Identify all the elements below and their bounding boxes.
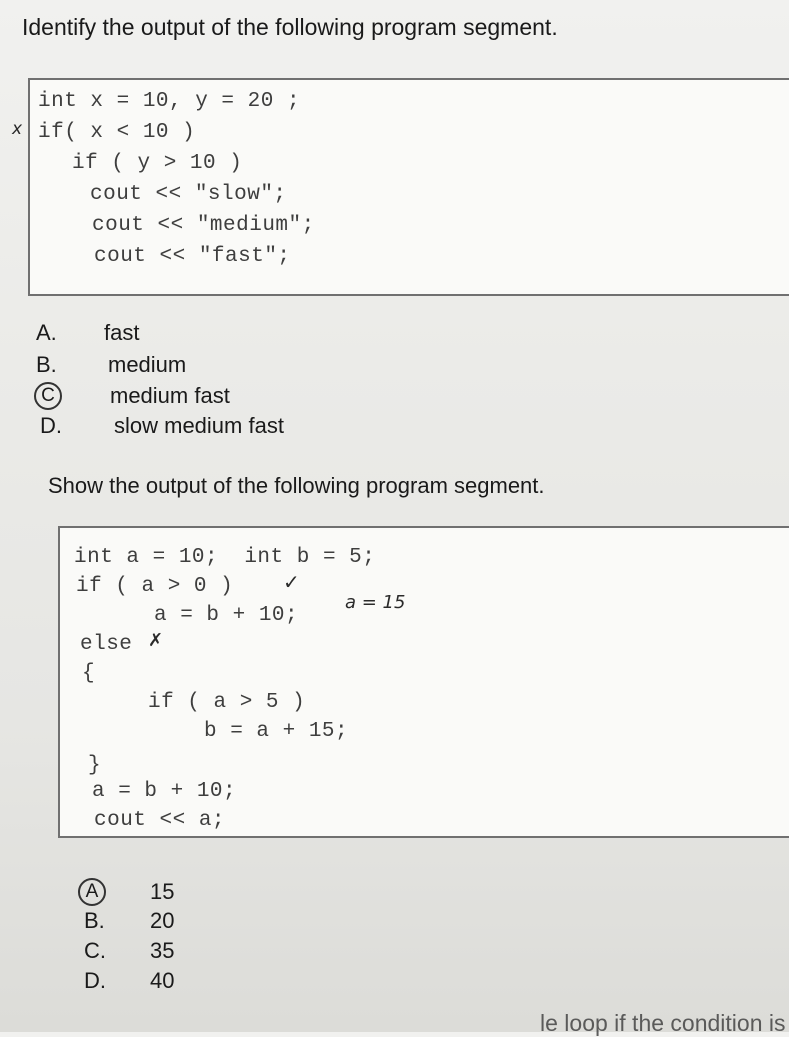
- option-a-selected[interactable]: [82, 878, 175, 906]
- option-d[interactable]: [40, 413, 284, 439]
- option-text: slow medium fast: [114, 413, 284, 438]
- code-line: a = b + 10;: [92, 780, 237, 803]
- option-letter: D.: [40, 413, 62, 438]
- code-line: if ( a > 0 ): [76, 575, 234, 598]
- code-line: cout << a;: [94, 809, 226, 832]
- option-letter: D.: [84, 968, 106, 993]
- option-text: 20: [150, 908, 175, 933]
- cut-off-next-question: le loop if the condition is: [540, 1010, 786, 1036]
- option-text: medium: [108, 352, 187, 377]
- handwritten-check-mark: ✓: [283, 570, 300, 594]
- code-line: if ( y > 10 ): [72, 152, 243, 175]
- code-line: int x = 10, y = 20 ;: [38, 90, 301, 113]
- option-c[interactable]: [84, 938, 175, 964]
- code-line: int a = 10; int b = 5;: [74, 546, 376, 569]
- code-line: cout << "slow";: [90, 183, 287, 206]
- code-block-2: [58, 526, 789, 838]
- option-c-selected[interactable]: [38, 382, 230, 410]
- option-a[interactable]: [36, 320, 140, 346]
- option-text: 35: [150, 938, 175, 963]
- code-line: }: [88, 754, 102, 777]
- option-text: medium fast: [110, 383, 230, 408]
- code-line: cout << "medium";: [92, 214, 315, 237]
- option-letter: A.: [36, 320, 57, 345]
- code-line: b = a + 15;: [204, 720, 349, 743]
- question-1-title: Identify the output of the following program segment.: [22, 14, 558, 40]
- option-letter: C.: [84, 938, 106, 963]
- option-b[interactable]: [84, 908, 175, 934]
- option-d[interactable]: [84, 968, 175, 994]
- handwritten-note: a = 15: [345, 592, 406, 613]
- circled-answer-mark: A: [78, 878, 106, 906]
- code-line: if( x < 10 ): [38, 121, 196, 144]
- code-line: if ( a > 5 ): [148, 691, 306, 714]
- code-line: a = b + 10;: [154, 604, 299, 627]
- option-b[interactable]: [36, 352, 187, 378]
- code-line: cout << "fast";: [94, 245, 291, 268]
- handwritten-cross-mark: ✗: [148, 630, 164, 651]
- option-text: fast: [104, 320, 140, 345]
- option-text: 40: [150, 968, 175, 993]
- code-line: else: [80, 633, 133, 656]
- code-line: {: [82, 662, 96, 685]
- circled-answer-mark: C: [34, 382, 62, 410]
- option-text: 15: [150, 879, 175, 904]
- margin-mark: x: [12, 119, 23, 139]
- question-2-title: Show the output of the following program segment.: [48, 473, 545, 498]
- option-letter: B.: [36, 352, 57, 377]
- option-letter: B.: [84, 908, 105, 933]
- code-block-1: [28, 78, 789, 296]
